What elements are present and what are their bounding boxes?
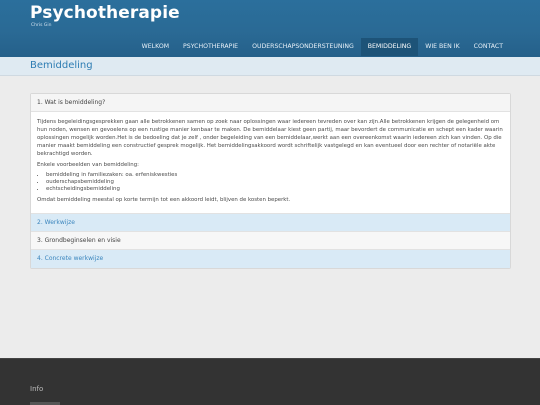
site-header [0,0,540,57]
site-title[interactable]: Psychotherapie [30,3,180,23]
nav-bemiddeling[interactable]: BEMIDDELING [361,38,418,56]
list-item: • ouderschapsbemiddeling [46,179,504,186]
body-paragraph: Tijdens begeleidingsgesprekken gaan alle betrokkenen samen op zoek naar oplossingen waar iedereen tevreden over kan zijn.Alle betrokkenen krijgen de gelegenheid om hun noden, wensen en gevoelens op een rustige manier kenbaar te maken. De bemiddelaar kiest geen partij, maar bevordert de communicatie en schept een kader waarin oplossingen mogelijk worden.Het is de bedoeling dat je zelf , onder begeleiding van een bemiddelaar,werkt aan een overeenkomst waarin iedereen zich kan vinden. Op die manier maakt bemiddeling een constructief gesprek mogelijk. Het bemiddelingsakkoord wordt schriftelijk vastgelegd en kan eventueel door een rechter of notariële akte bekrachtigd worden. [37,119,503,157]
accordion-panel-wat-is-bemiddeling [31,112,510,214]
main-nav [135,38,510,56]
list-item: • echtscheidingsbemiddeling [46,186,504,193]
nav-psychotherapie[interactable]: PSYCHOTHERAPIE [183,43,239,50]
accordion-header-wat-is-bemiddeling[interactable]: 1. Wat is bemiddeling? [31,94,510,112]
page-title: Bemiddeling [30,60,93,71]
list-item: • bemiddeling in familiezaken: oa. erfeniskwesties [46,172,504,179]
page-title-bar [0,57,540,76]
accordion-header-grondbeginselen[interactable]: 3. Grondbeginselen en visie [31,232,510,250]
examples-intro: Enkele voorbeelden van bemiddeling: [37,162,139,168]
accordion-header-concrete-werkwijze[interactable]: 4. Concrete werkwijze [31,250,510,268]
closing-paragraph: Omdat bemiddeling meestal op korte termijn tot een akkoord leidt, blijven de kosten beperkt. [37,197,291,203]
site-footer [0,358,540,405]
nav-contact[interactable]: CONTACT [473,43,503,50]
examples-list [46,172,504,193]
site-subtitle: Chris Gin [31,23,52,28]
nav-wie-ben-ik[interactable]: WIE BEN IK [425,43,460,50]
nav-welkom[interactable]: WELKOM [141,43,170,50]
accordion-header-werkwijze[interactable]: 2. Werkwijze [31,214,510,232]
nav-ouderschapsondersteuning[interactable]: OUDERSCHAPSONDERSTEUNING [252,43,354,50]
footer-title: Info [30,385,44,393]
accordion [30,93,511,269]
